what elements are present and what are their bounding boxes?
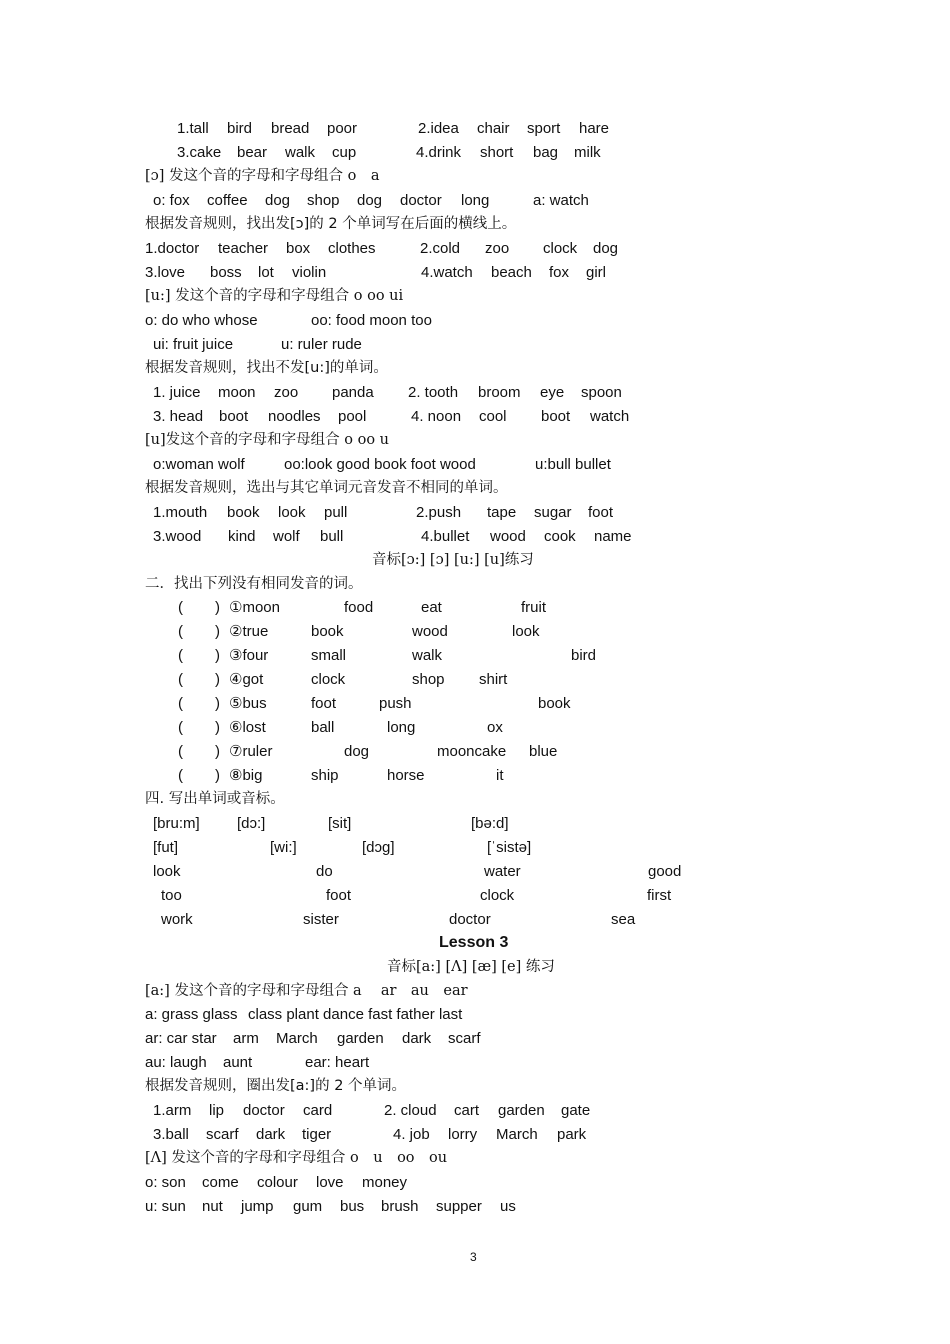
text-line <box>0 212 950 236</box>
text-segment: park <box>557 1126 587 1143</box>
text-segment: long <box>461 192 490 209</box>
text-line <box>0 1146 950 1170</box>
text-segment: ) <box>215 767 220 784</box>
text-segment: o: do who whose <box>145 312 258 329</box>
text-segment: clothes <box>328 240 376 257</box>
text-segment: garden <box>498 1102 545 1119</box>
text-segment: us <box>500 1198 516 1215</box>
text-segment: dog <box>593 240 619 257</box>
text-segment: ) <box>215 647 220 664</box>
text-segment: 2.idea <box>418 120 459 137</box>
text-segment: au: laugh <box>145 1054 207 1071</box>
text-line <box>0 668 950 692</box>
text-segment: ⑦ruler <box>229 743 273 760</box>
text-line <box>0 117 950 141</box>
text-segment: dark <box>256 1126 286 1143</box>
text-segment: good <box>648 863 682 880</box>
text-segment: spoon <box>581 384 622 401</box>
text-line <box>0 1074 950 1098</box>
text-segment: 2. cloud <box>384 1102 437 1119</box>
text-segment: 3.wood <box>153 528 202 545</box>
text-segment: bird <box>227 120 253 137</box>
text-segment: ( <box>178 599 183 616</box>
text-segment: poor <box>327 120 358 137</box>
text-segment: ( <box>178 623 183 640</box>
text-segment: book <box>311 623 344 640</box>
text-segment: 2.cold <box>420 240 461 257</box>
text-line <box>0 572 950 596</box>
text-segment: ship <box>311 767 339 784</box>
text-segment: o: son <box>145 1174 186 1191</box>
text-segment: [u:] 发这个音的字母和字母组合 o oo ui <box>145 288 404 304</box>
text-segment: clock <box>480 887 515 904</box>
text-segment: ) <box>215 623 220 640</box>
text-segment: dark <box>402 1030 432 1047</box>
text-segment: bus <box>340 1198 365 1215</box>
text-segment: cart <box>454 1102 480 1119</box>
text-segment: gate <box>561 1102 591 1119</box>
text-segment: bag <box>533 144 559 161</box>
text-segment: 4.watch <box>421 264 473 281</box>
text-line <box>0 836 950 860</box>
text-line <box>0 1003 950 1027</box>
text-segment: dog <box>357 192 383 209</box>
text-segment: Lesson 3 <box>439 934 509 951</box>
text-segment: mooncake <box>437 743 507 760</box>
text-segment: oo:look good book foot wood <box>284 456 476 473</box>
text-segment: boss <box>210 264 242 281</box>
text-segment: eye <box>540 384 565 401</box>
text-segment: [dɔg] <box>362 839 395 856</box>
text-line <box>0 716 950 740</box>
text-segment: scarf <box>448 1030 481 1047</box>
text-segment: 4.bullet <box>421 528 470 545</box>
text-line <box>0 860 950 884</box>
text-segment: love <box>316 1174 344 1191</box>
text-segment: wood <box>412 623 448 640</box>
text-segment: 1.arm <box>153 1102 192 1119</box>
text-segment: ④got <box>229 671 264 688</box>
text-line <box>0 1171 950 1195</box>
text-segment: 1. juice <box>153 384 201 401</box>
text-segment: broom <box>478 384 521 401</box>
text-segment: [dɔ:] <box>237 815 266 832</box>
text-segment: boot <box>541 408 571 425</box>
text-segment: small <box>311 647 347 664</box>
text-line <box>0 189 950 213</box>
text-segment: u: ruler rude <box>281 336 362 353</box>
text-segment: 1.mouth <box>153 504 208 521</box>
text-segment: garden <box>337 1030 384 1047</box>
text-segment: tiger <box>302 1126 332 1143</box>
text-segment: a: grass glass <box>145 1006 238 1023</box>
text-segment: colour <box>257 1174 298 1191</box>
text-segment: sea <box>611 911 636 928</box>
text-segment: 4.drink <box>416 144 462 161</box>
text-segment: box <box>286 240 311 257</box>
text-segment: bread <box>271 120 310 137</box>
text-segment: sister <box>303 911 339 928</box>
text-segment: bull <box>320 528 344 545</box>
text-line <box>0 476 950 500</box>
text-segment: a: watch <box>533 192 589 209</box>
text-segment: blue <box>529 743 558 760</box>
text-segment: o:woman wolf <box>153 456 245 473</box>
text-segment: girl <box>586 264 607 281</box>
text-segment: ) <box>215 671 220 688</box>
text-segment: pool <box>338 408 367 425</box>
text-segment: shop <box>412 671 445 688</box>
text-segment: scarf <box>206 1126 239 1143</box>
text-segment: doctor <box>243 1102 285 1119</box>
text-segment: arm <box>233 1030 259 1047</box>
text-line <box>0 908 950 932</box>
text-segment: March <box>496 1126 538 1143</box>
text-segment: ) <box>215 599 220 616</box>
text-segment: sugar <box>534 504 572 521</box>
text-segment: ( <box>178 647 183 664</box>
text-segment: lorry <box>448 1126 478 1143</box>
text-segment: [u]发这个音的字母和字母组合 o oo u <box>145 432 390 448</box>
text-segment: fox <box>549 264 570 281</box>
text-segment: teacher <box>218 240 269 257</box>
text-segment: sport <box>527 120 561 137</box>
text-line <box>0 141 950 165</box>
text-segment: wolf <box>273 528 300 545</box>
text-segment: brush <box>381 1198 419 1215</box>
text-segment: do <box>316 863 333 880</box>
text-segment: ear: heart <box>305 1054 370 1071</box>
text-segment: [bru:m] <box>153 815 200 832</box>
text-segment: hare <box>579 120 610 137</box>
text-segment: oo: food moon too <box>311 312 432 329</box>
text-line <box>0 884 950 908</box>
text-segment: ①moon <box>229 599 280 616</box>
text-segment: 根据发音规则，找出发[ɔ]的 2 个单词写在后面的横线上。 <box>145 216 517 232</box>
text-segment: ( <box>178 671 183 688</box>
text-segment: 二．找出下列没有相同发音的词。 <box>145 576 363 592</box>
text-segment: first <box>647 887 672 904</box>
text-segment: bird <box>571 647 597 664</box>
text-segment: [bə:d] <box>471 815 509 832</box>
text-segment: doctor <box>400 192 442 209</box>
text-segment: 1.tall <box>177 120 209 137</box>
text-segment: ) <box>215 695 220 712</box>
text-segment: cool <box>479 408 507 425</box>
text-segment: ⑧big <box>229 767 263 784</box>
text-segment: [ɔ] 发这个音的字母和字母组合 o a <box>145 168 380 184</box>
text-segment: short <box>480 144 514 161</box>
text-segment: tape <box>487 504 517 521</box>
text-segment: 音标[a:] [Λ] [æ] [e] 练习 <box>387 959 555 975</box>
text-segment: name <box>594 528 632 545</box>
text-segment: book <box>227 504 260 521</box>
text-segment: supper <box>436 1198 482 1215</box>
text-segment: ⑥lost <box>229 719 266 736</box>
text-segment: foot <box>588 504 614 521</box>
text-segment: 2.push <box>416 504 462 521</box>
text-line <box>0 1123 950 1147</box>
text-line <box>0 381 950 405</box>
text-segment: jump <box>241 1198 274 1215</box>
text-segment: come <box>202 1174 239 1191</box>
text-segment: [wi:] <box>270 839 297 856</box>
text-segment: look <box>153 863 181 880</box>
text-segment: [fut] <box>153 839 179 856</box>
text-segment: u: sun <box>145 1198 186 1215</box>
text-segment: boot <box>219 408 249 425</box>
text-segment: milk <box>574 144 601 161</box>
text-segment: dog <box>344 743 370 760</box>
text-segment: gum <box>293 1198 323 1215</box>
text-segment: shop <box>307 192 340 209</box>
text-segment: too <box>161 887 182 904</box>
text-segment: horse <box>387 767 425 784</box>
text-segment: ar: car star <box>145 1030 217 1047</box>
text-segment: ) <box>215 743 220 760</box>
text-segment: walk <box>285 144 316 161</box>
text-segment: doctor <box>449 911 491 928</box>
text-segment: ( <box>178 743 183 760</box>
text-segment: kind <box>228 528 256 545</box>
text-segment: 1.doctor <box>145 240 200 257</box>
text-segment: noodles <box>268 408 321 425</box>
page-number: 3 <box>470 1250 477 1264</box>
text-line <box>0 955 950 979</box>
text-segment: 音标[ɔ:] [ɔ] [u:] [u]练习 <box>372 552 534 568</box>
text-segment: bear <box>237 144 268 161</box>
text-segment: cup <box>332 144 357 161</box>
text-segment: ③four <box>229 647 269 664</box>
text-segment: [Λ] 发这个音的字母和字母组合 o u oo ou <box>145 1150 448 1166</box>
text-line <box>0 405 950 429</box>
text-line <box>0 548 950 572</box>
text-line <box>0 333 950 357</box>
text-segment: dog <box>265 192 291 209</box>
text-segment: chair <box>477 120 510 137</box>
text-segment: book <box>538 695 571 712</box>
text-segment: push <box>379 695 412 712</box>
text-segment: lot <box>258 264 274 281</box>
text-line <box>0 1099 950 1123</box>
text-segment: it <box>496 767 504 784</box>
text-line <box>0 1051 950 1075</box>
text-segment: ui: fruit juice <box>153 336 234 353</box>
text-segment: 3.cake <box>177 144 222 161</box>
text-segment: ( <box>178 695 183 712</box>
text-segment: pull <box>324 504 348 521</box>
text-segment: moon <box>218 384 256 401</box>
text-segment: zoo <box>274 384 299 401</box>
text-line <box>0 979 950 1003</box>
text-segment: [ˈsistə] <box>487 839 532 856</box>
text-line <box>0 501 950 525</box>
text-line <box>0 692 950 716</box>
text-segment: zoo <box>485 240 510 257</box>
text-segment: nut <box>202 1198 223 1215</box>
text-segment: 4. job <box>393 1126 430 1143</box>
text-segment: 3. head <box>153 408 204 425</box>
text-segment: 根据发音规则，选出与其它单词元音发音不相同的单词。 <box>145 480 508 496</box>
text-segment: eat <box>421 599 442 616</box>
text-line <box>0 1195 950 1219</box>
text-segment: money <box>362 1174 408 1191</box>
text-line <box>0 356 950 380</box>
text-line <box>0 787 950 811</box>
text-segment: ( <box>178 767 183 784</box>
text-segment: foot <box>326 887 352 904</box>
text-segment: wood <box>490 528 526 545</box>
text-line <box>0 284 950 308</box>
text-segment: watch <box>590 408 630 425</box>
text-line <box>0 764 950 788</box>
text-segment: ⑤bus <box>229 695 267 712</box>
text-segment: 3.love <box>145 264 186 281</box>
text-segment: cook <box>544 528 576 545</box>
text-segment: 根据发音规则，找出不发[u:]的单词。 <box>145 360 388 376</box>
text-segment: o: fox <box>153 192 190 209</box>
text-segment: panda <box>332 384 374 401</box>
text-line <box>0 261 950 285</box>
text-segment: work <box>161 911 193 928</box>
text-segment: March <box>276 1030 318 1047</box>
text-segment: ②true <box>229 623 269 640</box>
text-segment: class plant dance fast father last <box>248 1006 463 1023</box>
text-segment: ball <box>311 719 335 736</box>
text-segment: violin <box>292 264 327 281</box>
text-segment: fruit <box>521 599 547 616</box>
text-segment: foot <box>311 695 337 712</box>
text-segment: walk <box>412 647 443 664</box>
text-line <box>0 453 950 477</box>
text-segment: beach <box>491 264 532 281</box>
text-line <box>0 164 950 188</box>
text-segment: ox <box>487 719 503 736</box>
text-segment: aunt <box>223 1054 253 1071</box>
text-segment: long <box>387 719 416 736</box>
text-line <box>0 237 950 261</box>
text-line <box>0 740 950 764</box>
text-segment: 根据发音规则，圈出发[a:]的 2 个单词。 <box>145 1078 407 1094</box>
text-segment: 3.ball <box>153 1126 189 1143</box>
text-segment: look <box>512 623 540 640</box>
text-segment: look <box>278 504 306 521</box>
text-line <box>0 931 950 955</box>
text-segment: coffee <box>207 192 248 209</box>
text-line <box>0 309 950 333</box>
text-segment: 4. noon <box>411 408 462 425</box>
text-segment: 四. 写出单词或音标。 <box>145 791 285 807</box>
text-segment: card <box>303 1102 333 1119</box>
text-segment: 2. tooth <box>408 384 459 401</box>
text-line <box>0 644 950 668</box>
text-line <box>0 428 950 452</box>
text-segment: u:bull bullet <box>535 456 611 473</box>
text-line <box>0 525 950 549</box>
text-line <box>0 812 950 836</box>
text-segment: [sit] <box>328 815 352 832</box>
text-line <box>0 620 950 644</box>
text-segment: ( <box>178 719 183 736</box>
text-segment: shirt <box>479 671 508 688</box>
text-segment: clock <box>311 671 346 688</box>
text-segment: lip <box>209 1102 225 1119</box>
text-segment: ) <box>215 719 220 736</box>
text-segment: food <box>344 599 374 616</box>
text-segment: water <box>484 863 521 880</box>
text-segment: [a:] 发这个音的字母和字母组合 a ar au ear <box>145 983 468 999</box>
text-line <box>0 1027 950 1051</box>
text-line <box>0 596 950 620</box>
text-segment: clock <box>543 240 578 257</box>
